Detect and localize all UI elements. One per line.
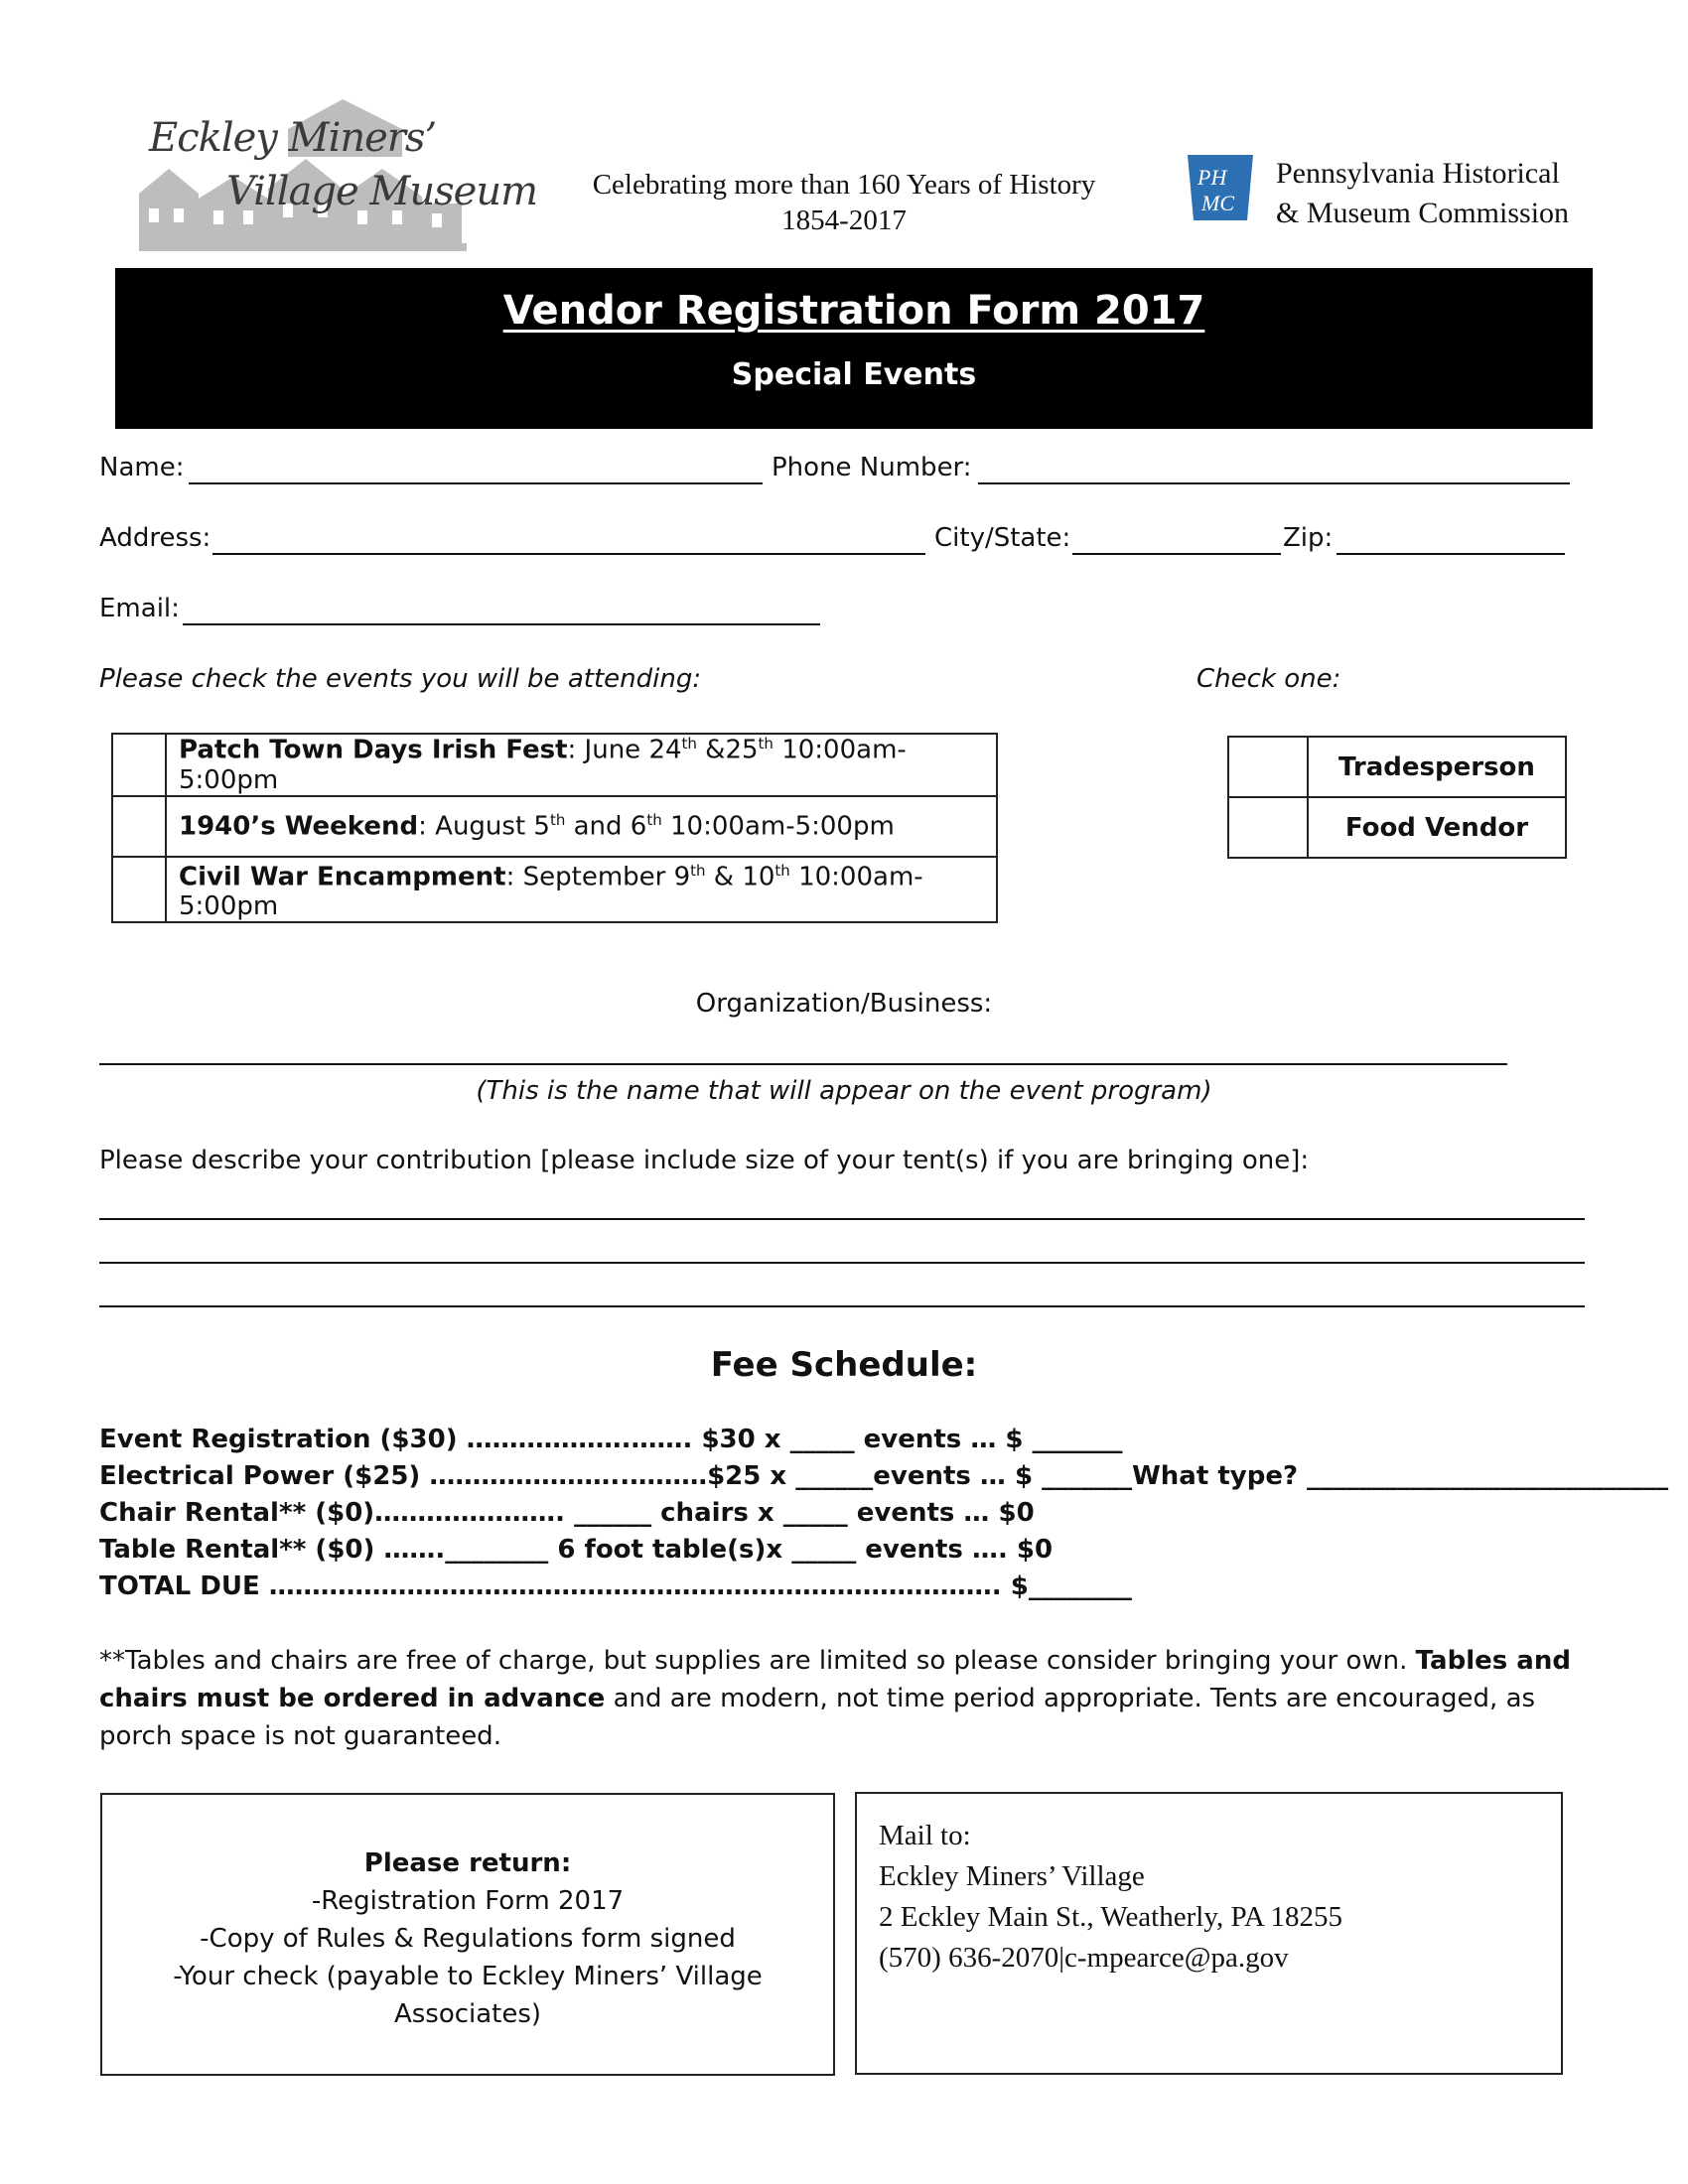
vendor-type-table [1227,736,1567,859]
name-label: Name: [99,453,185,482]
mail-to-label: Mail to: [879,1820,971,1851]
address-field[interactable] [212,553,925,555]
phmc-line2: & Museum Commission [1276,197,1570,229]
logo-line1: Eckley Miners’ [149,115,437,161]
fee-schedule-title: Fee Schedule: [710,1345,978,1385]
mail-to-name: Eckley Miners’ Village [879,1860,1145,1892]
contribution-prompt: Please describe your contribution [please include size of your tent(s) if you are bringing one]: [99,1146,1310,1175]
fee-line-electrical-power: Electrical Power ($25) …………………..………$25 x ______events … $ _______What type? ____________________________ [99,1461,1669,1491]
event-row [112,796,997,857]
logo-line2: Village Museum [226,169,538,214]
mail-to-box [855,1792,1563,2075]
return-item-rules-form: -Copy of Rules & Regulations form signed [200,1924,736,1954]
vendor-type-row [1228,737,1566,797]
email-field[interactable] [183,623,820,625]
organization-field[interactable] [99,1063,1507,1065]
contribution-line-2[interactable] [99,1262,1585,1264]
organization-note: (This is the name that will appear on the event program) [476,1076,1212,1106]
fee-schedule [99,1425,1668,1608]
event-checkbox-1940s-weekend[interactable] [112,796,166,857]
form-subtitle: Special Events [731,357,977,392]
zip-label: Zip: [1283,523,1334,553]
mail-to-contact: (570) 636-2070|c-mpearce@pa.gov [879,1942,1289,1974]
title-banner [115,268,1593,429]
vendor-type-food-vendor: Food Vendor [1308,797,1566,858]
phone-label: Phone Number: [772,453,972,482]
vendor-type-tradesperson: Tradesperson [1308,737,1566,797]
svg-text:MC: MC [1201,191,1234,215]
city-state-field[interactable] [1072,553,1281,555]
event-irish-fest: Patch Town Days Irish Fest: June 24th &25th 10:00am-5:00pm [166,734,997,796]
contribution-line-3[interactable] [99,1305,1585,1307]
vendor-type-row [1228,797,1566,858]
event-1940s-weekend: 1940’s Weekend: August 5th and 6th 10:00am-5:00pm [166,796,997,857]
event-checkbox-civil-war[interactable] [112,857,166,923]
fee-line-total-due: TOTAL DUE …………………………………………………………………………. $________ [99,1571,1132,1601]
event-civil-war: Civil War Encampment: September 9th & 10th 10:00am-5:00pm [166,857,997,923]
phone-field[interactable] [978,482,1570,484]
event-row [112,734,997,796]
zip-field[interactable] [1336,553,1565,555]
vendor-checkbox-food-vendor[interactable] [1228,797,1308,858]
return-item-registration-form: -Registration Form 2017 [311,1886,625,1916]
city-state-label: City/State: [934,523,1071,553]
return-item-check: -Your check (payable to Eckley Miners’ Village [173,1962,763,1991]
tagline-line1: Celebrating more than 160 Years of History [592,169,1096,201]
event-checkbox-irish-fest[interactable] [112,734,166,796]
contribution-line-1[interactable] [99,1218,1585,1220]
mail-to-address: 2 Eckley Main St., Weatherly, PA 18255 [879,1901,1343,1933]
fee-line-table-rental: Table Rental** ($0) …….________ 6 foot table(s)x _____ events …. $0 [99,1535,1054,1565]
eckley-logo [139,99,538,258]
address-label: Address: [99,523,211,553]
events-table [111,733,998,923]
return-item-check-cont: Associates) [393,1999,542,2029]
tables-chairs-note: **Tables and chairs are free of charge, but supplies are limited so please consider bringing your own. Tables and chairs must be ordered in advance and are modern, not time period appropriate. Tents are encouraged, as porch space is not guaranteed. [99,1646,1571,1751]
phmc-name [1276,154,1569,233]
return-title: Please return: [363,1848,572,1878]
phmc-logo-text: PH [1197,165,1227,190]
form-title: Vendor Registration Form 2017 [502,288,1205,334]
phmc-line1: Pennsylvania Historical [1276,157,1560,190]
check-one-prompt: Check one: [1196,664,1341,694]
events-prompt: Please check the events you will be attending: [99,664,702,694]
vendor-checkbox-tradesperson[interactable] [1228,737,1308,797]
phmc-logo [1182,149,1259,226]
tagline-line2: 1854-2017 [781,205,907,236]
event-row [112,857,997,923]
tagline [556,167,1132,238]
phmc-keystone-icon [1182,149,1259,226]
email-label: Email: [99,594,180,623]
name-field[interactable] [189,482,763,484]
fee-line-chair-rental: Chair Rental** ($0)…………………. ______ chairs x _____ events … $0 [99,1498,1035,1528]
return-instructions-box [100,1793,835,2076]
organization-label: Organization/Business: [695,989,993,1019]
fee-line-event-registration: Event Registration ($30) ……………….……. $30 x _____ events … $ _______ [99,1425,1123,1454]
